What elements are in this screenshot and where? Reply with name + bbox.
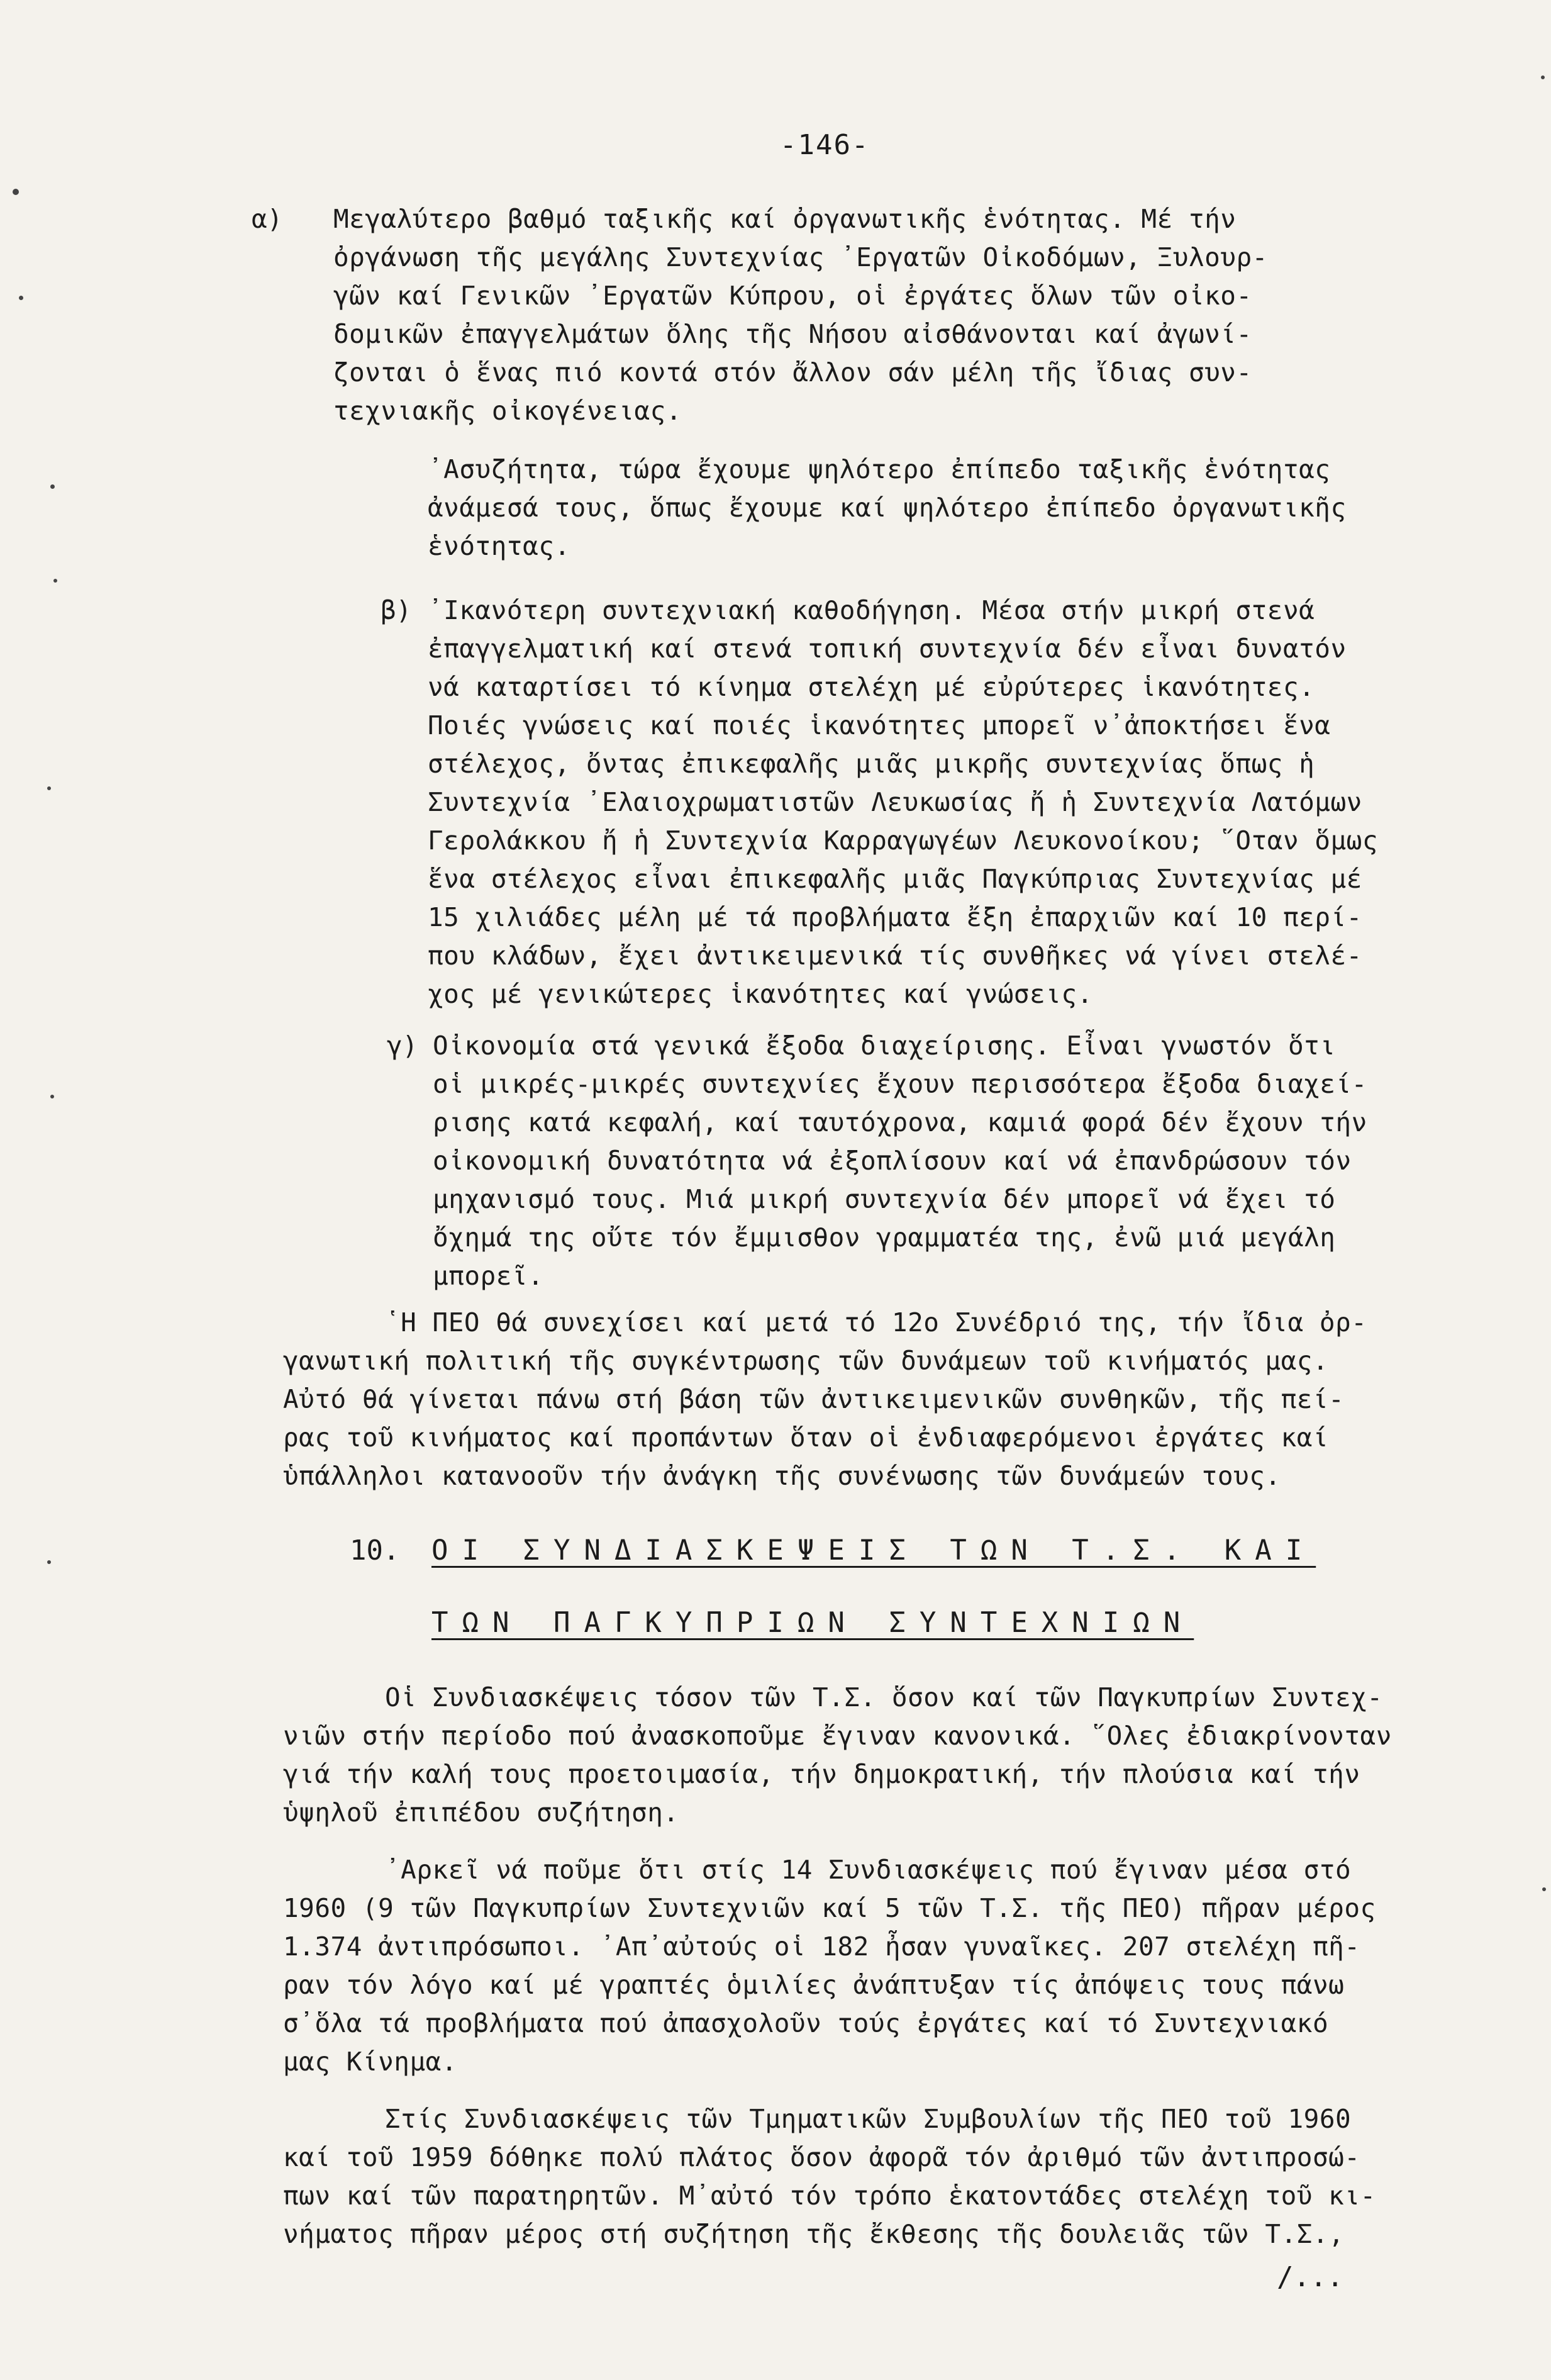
page-number: -146- [780, 129, 870, 161]
text-line: στέλεχος, ὄντας ἐπικεφαλῆς μιᾶς μικρῆς συντεχνίας ὅπως ἡ [428, 749, 1315, 779]
text-line: μας Κίνημα. [283, 2047, 458, 2077]
text-line: ὀργάνωση τῆς μεγάλης Συντεχνίας ᾽Εργατῶν Οἰκοδόμων, Ξυλουρ- [333, 242, 1268, 272]
list-marker-b: β) [381, 595, 412, 625]
text-line: Μεγαλύτερο βαθμό ταξικῆς καί ὀργανωτικῆς ἑνότητας. Μέ τήν [333, 204, 1237, 234]
scan-speck [47, 1560, 51, 1564]
text-line: ᾽Ασυζήτητα, τώρα ἔχουμε ψηλότερο ἐπίπεδο ταξικῆς ἑνότητας [428, 454, 1331, 484]
text-line: ᾽Ικανότερη συντεχνιακή καθοδήγηση. Μέσα στήν μικρή στενά [428, 595, 1315, 625]
text-line: ζονται ὁ ἕνας πιό κοντά στόν ἄλλον σάν μέλη τῆς ἴδιας συν- [333, 357, 1252, 388]
text-line: Γερολάκκου ἤ ἡ Συντεχνία Καρραγωγέων Λευκονοίκου; ῞Οταν ὅμως [428, 825, 1379, 856]
text-line: σ᾽ὅλα τά προβλήματα πού ἀπασχολοῦν τούς ἐργάτες καί τό Συντεχνιακό [283, 2008, 1329, 2038]
text-line: γιά τήν καλή τους προετοιμασία, τήν δημοκρατική, τήν πλούσια καί τήν [283, 1759, 1360, 1789]
text-line: ἑνότητας. [428, 531, 570, 561]
text-line: γανωτική πολιτική τῆς συγκέντρωσης τῶν δυνάμεων τοῦ κινήματός μας. [283, 1346, 1329, 1376]
text-line: ὄχημά της οὔτε τόν ἔμμισθον γραμματέα της, ἐνῶ μιά μεγάλη [433, 1222, 1336, 1253]
text-line: νά καταρτίσει τό κίνημα στελέχη μέ εὐρύτερες ἱκανότητες. [428, 672, 1315, 702]
text-line: Οἰκονομία στά γενικά ἔξοδα διαχείρισης. Εἶναι γνωστόν ὅτι [433, 1031, 1336, 1061]
text-line: ὑπάλληλοι κατανοοῦν τήν ἀνάγκη τῆς συνένωσης τῶν δυνάμεών τους. [283, 1461, 1281, 1491]
text-line: πων καί τῶν παρατηρητῶν. Μ᾽αὐτό τόν τρόπο ἑκατοντάδες στελέχη τοῦ κι- [283, 2181, 1376, 2211]
text-line: δομικῶν ἐπαγγελμάτων ὅλης τῆς Νήσου αἰσθάνονται καί ἀγωνί- [333, 319, 1252, 349]
text-line: ὑψηλοῦ ἐπιπέδου συζήτηση. [283, 1797, 679, 1828]
list-marker-a: α) [252, 204, 283, 234]
section-number: 10. [350, 1534, 400, 1567]
scan-speck [53, 579, 57, 583]
text-line: ἐπαγγελματική καί στενά τοπική συντεχνία δέν εἶναι δυνατόν [428, 634, 1347, 664]
text-line: Ποιές γνώσεις καί ποιές ἱκανότητες μπορεῖ ν᾽ἀποκτήσει ἕνα [428, 710, 1331, 740]
scan-speck [1541, 75, 1545, 79]
continuation-mark: /... [1277, 2261, 1343, 2293]
text-line: 15 χιλιάδες μέλη μέ τά προβλήματα ἔξη ἐπαρχιῶν καί 10 περί- [428, 902, 1362, 932]
text-line: νιῶν στήν περίοδο πού ἀνασκοποῦμε ἔγιναν κανονικά. ῞Ολες ἐδιακρίνονταν [283, 1721, 1392, 1751]
scan-speck [13, 189, 19, 195]
text-line: τεχνιακῆς οἰκογένειας. [333, 396, 682, 426]
text-line: Στίς Συνδιασκέψεις τῶν Τμηματικῶν Συμβουλίων τῆς ΠΕΟ τοῦ 1960 [385, 2104, 1352, 2134]
text-line: οἰκονομική δυνατότητα νά ἐξοπλίσουν καί νά ἐπανδρώσουν τόν [433, 1146, 1352, 1176]
scan-speck [47, 786, 51, 790]
text-line: νήματος πῆραν μέρος στή συζήτηση τῆς ἔκθεσης τῆς δουλειᾶς τῶν Τ.Σ., [283, 2219, 1345, 2249]
scan-speck [1542, 1887, 1546, 1891]
text-line: 1.374 ἀντιπρόσωποι. ᾽Απ᾽αὐτούς οἱ 182 ἦσαν γυναῖκες. 207 στελέχη πῆ- [283, 1931, 1360, 1962]
text-line: ρας τοῦ κινήματος καί προπάντων ὅταν οἱ ἐνδιαφερόμενοι ἐργάτες καί [283, 1422, 1329, 1453]
scan-speck [50, 484, 55, 489]
text-line: ρισης κατά κεφαλή, καί ταυτόχρονα, καμιά φορά δέν ἔχουν τήν [433, 1107, 1367, 1137]
text-line: Αὐτό θά γίνεται πάνω στή βάση τῶν ἀντικειμενικῶν συνθηκῶν, τῆς πεί- [283, 1384, 1345, 1414]
scan-speck [19, 296, 23, 300]
text-line: οἱ μικρές-μικρές συντεχνίες ἔχουν περισσότερα ἔξοδα διαχεί- [433, 1069, 1367, 1099]
text-line: 1960 (9 τῶν Παγκυπρίων Συντεχνιῶν καί 5 τῶν Τ.Σ. τῆς ΠΕΟ) πῆραν μέρος [283, 1893, 1376, 1923]
text-line: που κλάδων, ἔχει ἀντικειμενικά τίς συνθῆκες νά γίνει στελέ- [428, 941, 1362, 971]
list-marker-c: γ) [387, 1031, 418, 1061]
text-line: Συντεχνία ᾽Ελαιοχρωματιστῶν Λευκωσίας ἤ ἡ Συντεχνία Λατόμων [428, 787, 1362, 817]
text-line: μηχανισμό τους. Μιά μικρή συντεχνία δέν μπορεῖ νά ἔχει τό [433, 1184, 1336, 1214]
text-line: ἕνα στέλεχος εἶναι ἐπικεφαλῆς μιᾶς Παγκύπριας Συντεχνίας μέ [428, 864, 1362, 894]
section-heading-line-1: ΟΙ ΣΥΝΔΙΑΣΚΕΨΕΙΣ ΤΩΝ Τ.Σ. ΚΑΙ [431, 1534, 1316, 1567]
text-line: ᾽Αρκεῖ νά ποῦμε ὅτι στίς 14 Συνδιασκέψεις πού ἔγιναν μέσα στό [385, 1855, 1352, 1885]
text-line: καί τοῦ 1959 δόθηκε πολύ πλάτος ὅσον ἀφορᾶ τόν ἀριθμό τῶν ἀντιπροσώ- [283, 2142, 1360, 2172]
section-heading-line-2: ΤΩΝ ΠΑΓΚΥΠΡΙΩΝ ΣΥΝΤΕΧΝΙΩΝ [431, 1607, 1194, 1639]
scan-speck [50, 1095, 54, 1098]
text-line: Οἱ Συνδιασκέψεις τόσον τῶν Τ.Σ. ὅσον καί τῶν Παγκυπρίων Συντεχ- [385, 1682, 1383, 1712]
text-line: ἀνάμεσά τους, ὅπως ἔχουμε καί ψηλότερο ἐπίπεδο ὀργανωτικῆς [428, 493, 1347, 523]
text-line: ῾Η ΠΕΟ θά συνεχίσει καί μετά τό 12ο Συνέδριό της, τήν ἴδια ὀρ- [385, 1307, 1367, 1338]
text-line: μπορεῖ. [433, 1261, 544, 1291]
text-line: χος μέ γενικώτερες ἱκανότητες καί γνώσεις. [428, 979, 1093, 1009]
text-line: ραν τόν λόγο καί μέ γραπτές ὁμιλίες ἀνάπτυξαν τίς ἀπόψεις τους πάνω [283, 1970, 1345, 2000]
text-line: γῶν καί Γενικῶν ᾽Εργατῶν Κύπρου, οἱ ἐργάτες ὅλων τῶν οἰκο- [333, 281, 1252, 311]
